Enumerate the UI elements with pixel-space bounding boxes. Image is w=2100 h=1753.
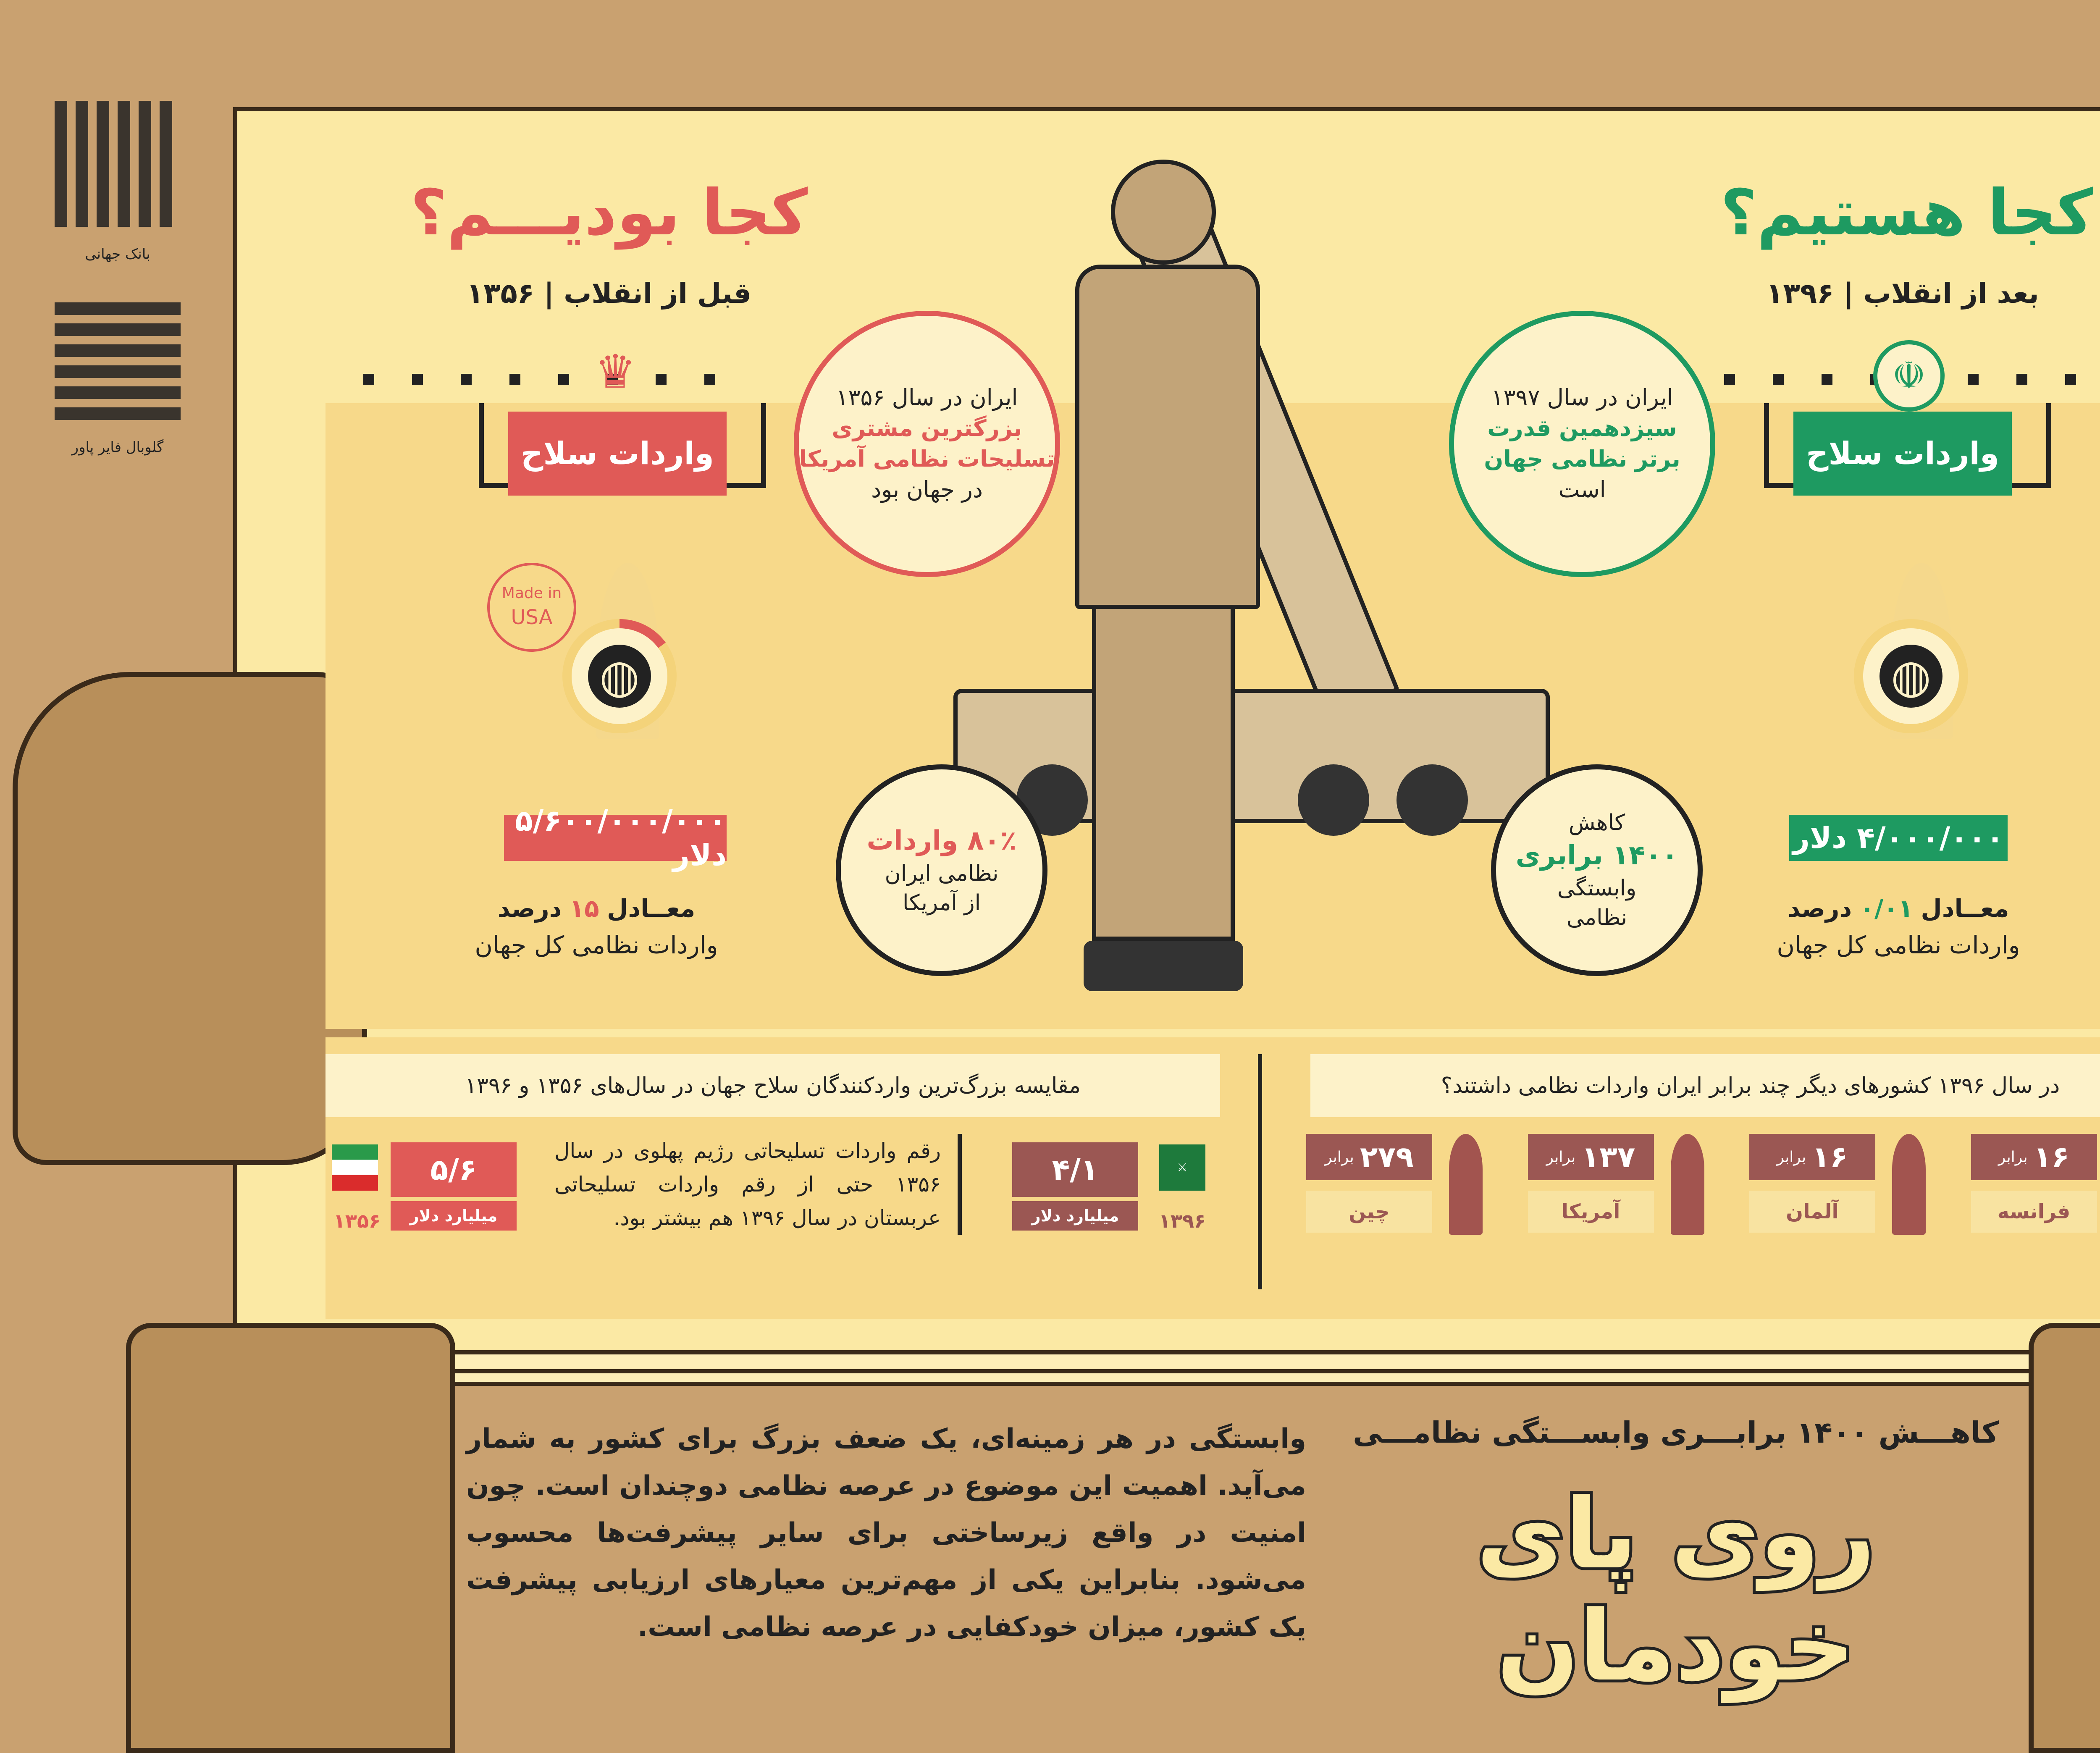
country-multiplier — [1306, 1134, 1432, 1180]
country-value: ۲۷۹ — [1360, 1140, 1414, 1174]
logo-caption-2 — [2096, 1554, 2100, 1591]
left-circle-line1: ۸۰٪ واردات — [866, 823, 1016, 859]
comparison-heading: مقایسه بزرگ‌ترین واردکنندگان سلاح جهان در سال‌های ۱۳۵۶ و ۱۳۹۶ — [326, 1054, 1220, 1117]
green-circle-line1: ایران در سال ۱۳۹۷ — [1491, 383, 1673, 413]
soldier-illustration — [1075, 160, 1252, 987]
globe-icon-after: ◍ — [1880, 645, 1942, 708]
iran-value: ۵/۶ — [391, 1142, 517, 1197]
saudi-unit: میلیارد دلار — [1012, 1201, 1138, 1231]
after-eq-unit: درصد — [1788, 894, 1852, 923]
before-eq-desc: واردات نظامی کل جهان — [470, 927, 722, 963]
stamp-bottom: USA — [511, 604, 552, 631]
iran-flag-icon — [332, 1144, 378, 1191]
right-circle-line4: نظامی — [1567, 903, 1627, 932]
after-equivalent — [1772, 890, 2024, 963]
country-multiplier — [1528, 1134, 1654, 1180]
globe-icon-before: ◍ — [588, 645, 651, 708]
right-circle-line3: وابستگی — [1557, 874, 1636, 903]
country-list — [1306, 1134, 2100, 1247]
iran-emblem-icon: ☫ — [1873, 340, 1945, 412]
before-dotted-line — [344, 374, 790, 386]
country-item — [1749, 1134, 1958, 1247]
saudi-value: ۴/۱ — [1012, 1142, 1138, 1197]
country-suffix: برابر — [1325, 1149, 1354, 1166]
country-item — [1528, 1134, 1737, 1247]
right-circle-line1: کاهش — [1569, 808, 1625, 837]
before-amount: ۵/۶۰۰/۰۰۰/۰۰۰ دلار — [504, 815, 727, 861]
green-circle-line4: است — [1558, 475, 1606, 505]
country-name: آمریکا — [1528, 1191, 1654, 1233]
qr-label-world-bank: بانک جهانی — [55, 246, 181, 262]
country-item — [1971, 1134, 2100, 1247]
before-subtitle: قبل از انقلاب | ۱۳۵۶ — [462, 277, 756, 310]
country-suffix: برابر — [1546, 1149, 1576, 1166]
left-hand — [13, 672, 367, 1165]
country-multiplier — [1971, 1134, 2097, 1180]
green-circle-line2: سیزدهمین قدرت — [1487, 413, 1677, 444]
after-ribbon: واردات سلاح — [1793, 412, 2012, 496]
red-circle-line4: در جهان بود — [871, 475, 983, 505]
shell-icon — [1892, 1134, 1926, 1235]
bottom-divider — [1258, 1054, 1262, 1289]
iran-unit: میلیارد دلار — [391, 1201, 517, 1231]
country-item — [1306, 1134, 1515, 1247]
qr-code-world-bank — [55, 101, 181, 227]
after-title: کجا هستیم؟ — [1701, 176, 2100, 249]
country-name: آلمان — [1749, 1191, 1875, 1233]
country-name: چین — [1306, 1191, 1432, 1233]
country-value: ۱۶ — [2034, 1140, 2069, 1174]
before-ribbon: واردات سلاح — [508, 412, 727, 496]
footer-paragraph: وابستگی در هر زمینه‌ای، یک ضعف بزرگ برای کشور به شمار می‌آید. اهمیت این موضوع در عرصه نظامی دوچندان است. چون امنیت در واقع زیرساختی برای سایر پیشرفت‌ها محسوب می‌شود. بنابراین یکی از مهم‌ترین معیارهای ارزیابی پیشرفت یک کشور، میزان خودکفایی در عرصه نظامی است. — [466, 1415, 1306, 1651]
crown-icon: ♛ — [588, 349, 643, 395]
before-eq-value: ۱۵ — [570, 894, 599, 923]
red-circle-line3: تسلیحات نظامی آمریکا — [799, 444, 1055, 475]
country-suffix: برابر — [1777, 1149, 1806, 1166]
shell-icon — [1671, 1134, 1704, 1235]
dependency-reduction-circle — [1491, 764, 1703, 976]
footer-tagline: کاهـــش ۱۴۰۰ برابـــری وابســـتگی نظامـــی — [1331, 1415, 2020, 1450]
country-multiplier — [1749, 1134, 1875, 1180]
shell-icon — [1449, 1134, 1483, 1235]
country-name: فرانسه — [1971, 1191, 2097, 1233]
before-eq-prefix: معــادل — [607, 894, 695, 923]
country-value: ۱۶ — [1812, 1140, 1848, 1174]
country-value: ۱۳۷ — [1581, 1140, 1635, 1174]
before-equivalent — [470, 890, 722, 963]
left-circle-line3: از آمریکا — [903, 888, 981, 918]
countries-heading: در سال ۱۳۹۶ کشورهای دیگر چند برابر ایران واردات نظامی داشتند؟ — [1310, 1054, 2100, 1117]
after-eq-prefix: معــادل — [1921, 894, 2009, 923]
logo-caption-1 — [2096, 1529, 2100, 1547]
right-circle-line2: ۱۴۰۰ برابری — [1516, 837, 1678, 874]
right-arm — [2029, 1323, 2100, 1753]
left-circle-line2: نظامی ایران — [885, 859, 999, 888]
saudi-flag-icon: ⚔ — [1159, 1144, 1205, 1191]
after-amount: ۴/۰۰۰/۰۰۰ دلار — [1789, 815, 2008, 861]
after-eq-value: ۰/۰۱ — [1860, 894, 1913, 923]
usa-imports-circle — [836, 764, 1047, 976]
green-circle-line3: برتر نظامی جهان — [1484, 444, 1680, 475]
iran-year: ۱۳۵۶ — [328, 1210, 386, 1232]
qr-label-global-firepower: گلوبال فایر پاور — [55, 439, 181, 456]
before-title: کجا بودیـــم؟ — [403, 176, 815, 249]
after-eq-desc: واردات نظامی کل جهان — [1772, 927, 2024, 963]
usa-customer-circle — [794, 311, 1060, 577]
qr-code-global-firepower — [55, 294, 181, 420]
left-arm — [126, 1323, 455, 1753]
saudi-year: ۱۳۹۶ — [1153, 1210, 1212, 1232]
after-subtitle: بعد از انقلاب | ۱۳۹۶ — [1756, 277, 2050, 310]
country-suffix: برابر — [1998, 1149, 2028, 1166]
footer-title: روی پای خودمان — [1319, 1478, 2033, 1703]
before-eq-unit: درصد — [498, 894, 562, 923]
stamp-top: Made in — [502, 583, 562, 604]
red-circle-line1: ایران در سال ۱۳۵۶ — [836, 383, 1018, 413]
comparison-note: رقم واردات تسلیحاتی رژیم پهلوی در سال ۱۳۵۶ حتی از رقم واردات تسلیحاتی عربستان در سال ۱۳۹۶ هم بیشتر بود. — [554, 1134, 962, 1235]
red-circle-line2: بزرگترین مشتری — [832, 413, 1022, 444]
military-power-circle — [1449, 311, 1715, 577]
